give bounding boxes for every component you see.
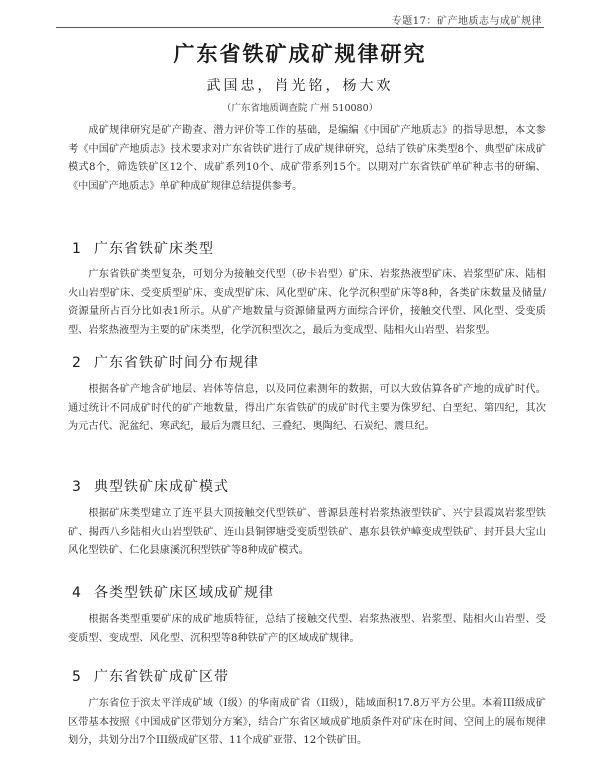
section-heading-4 [72, 582, 274, 602]
section-4-body: 根据各类型重要矿床的成矿地质特征，总结了接触交代型、岩浆热液型、岩浆型、陆相火山岩型、受变质型、变成型、风化型、沉积型等8种铁矿产的区域成矿规律。 [68, 614, 546, 644]
running-head: 专题17：矿产地质志与成矿规律 [391, 16, 542, 27]
section-title: 典型铁矿床成矿模式 [94, 479, 229, 495]
section-number: 1 [72, 241, 82, 257]
abstract-paragraph: 成矿规律研究是矿产勘查、潜力评价等工作的基础，是编编《中国矿产地质志》的指导思想，本文参考《中国矿产地质志》技术要求对广东省铁矿进行了成矿规律研究，总结了铁矿床类型8个、典型矿床成矿模式8个，筛选铁矿区12个、成矿系列10个、成矿带系列15个。以期对广东省铁矿单矿种志书的研编、《中国矿产地质志》单矿种成矿规律总结提供参考。 [68, 125, 546, 192]
section-heading-3 [72, 476, 229, 496]
section-number: 2 [72, 355, 82, 371]
authors: 武国忠，肖光铭，杨大欢 [206, 78, 394, 94]
section-5-body: 广东省位于滨太平洋成矿域（I级）的华南成矿省（II级），陆域面积17.8万平方公里。本着III级成矿区带基本按照《中国成矿区带划分方案》，结合广东省区域成矿地质条件对矿床在时间、空间上的展布规律划分，共划分出7个III级成矿区带、11个成矿亚带、12个铁矿田。 [68, 698, 546, 746]
section-title: 广东省铁矿床类型 [94, 241, 214, 257]
section-title: 广东省铁矿成矿区带 [94, 669, 229, 685]
section-number: 5 [72, 669, 82, 685]
header-rule [56, 27, 544, 28]
section-title: 广东省铁矿时间分布规律 [94, 355, 259, 371]
affiliation: （广东省地质调查院 广州 510080） [221, 103, 379, 114]
section-title: 各类型铁矿床区域成矿规律 [94, 585, 274, 601]
section-heading-2 [72, 352, 259, 372]
section-1-body: 广东省铁矿类型复杂，可划分为接触交代型（矽卡岩型）矿床、岩浆热液型矿床、岩浆型矿床、陆相火山岩型矿床、受变质型矿床、变成型矿床、风化型矿床、化学沉积型矿床等8种，各类矿床数量及储量/资源量所占百分比如表1所示。从矿产地数量与资源储量两方面综合评价，接触交代型、风化型、受变质型、岩浆热液型为主要的矿床类型，化学沉积型次之，最后为变成型、陆相火山岩型、岩浆型。 [68, 269, 546, 336]
section-heading-5 [72, 666, 229, 686]
section-3-body: 根据矿床类型建立了连平县大顶接触交代型铁矿、普源县莲村岩浆热液型铁矿、兴宁县霞岚岩浆型铁矿、揭西八乡陆相火山岩型铁矿、连山县铜锣塘受变质型铁矿、惠东县铁炉嶂变成型铁矿、封开县大宝山风化型铁矿、仁化县康溪沉积型铁矿等8种成矿模式。 [68, 508, 546, 556]
section-number: 3 [72, 479, 82, 495]
section-heading-1 [72, 238, 214, 258]
section-2-body: 根据各矿产地含矿地层、岩体等信息，以及同位素测年的数据，可以大致估算各矿产地的成矿时代。通过统计不同成矿时代的矿产地数量，得出广东省铁矿的成矿时代主要为侏罗纪、白垩纪、第四纪，其次为元古代、泥盆纪、寒武纪，最后为震旦纪、三叠纪、奥陶纪、石炭纪、震旦纪。 [68, 384, 546, 432]
paper-title: 广东省铁矿成矿规律研究 [173, 42, 427, 66]
section-number: 4 [72, 585, 82, 601]
